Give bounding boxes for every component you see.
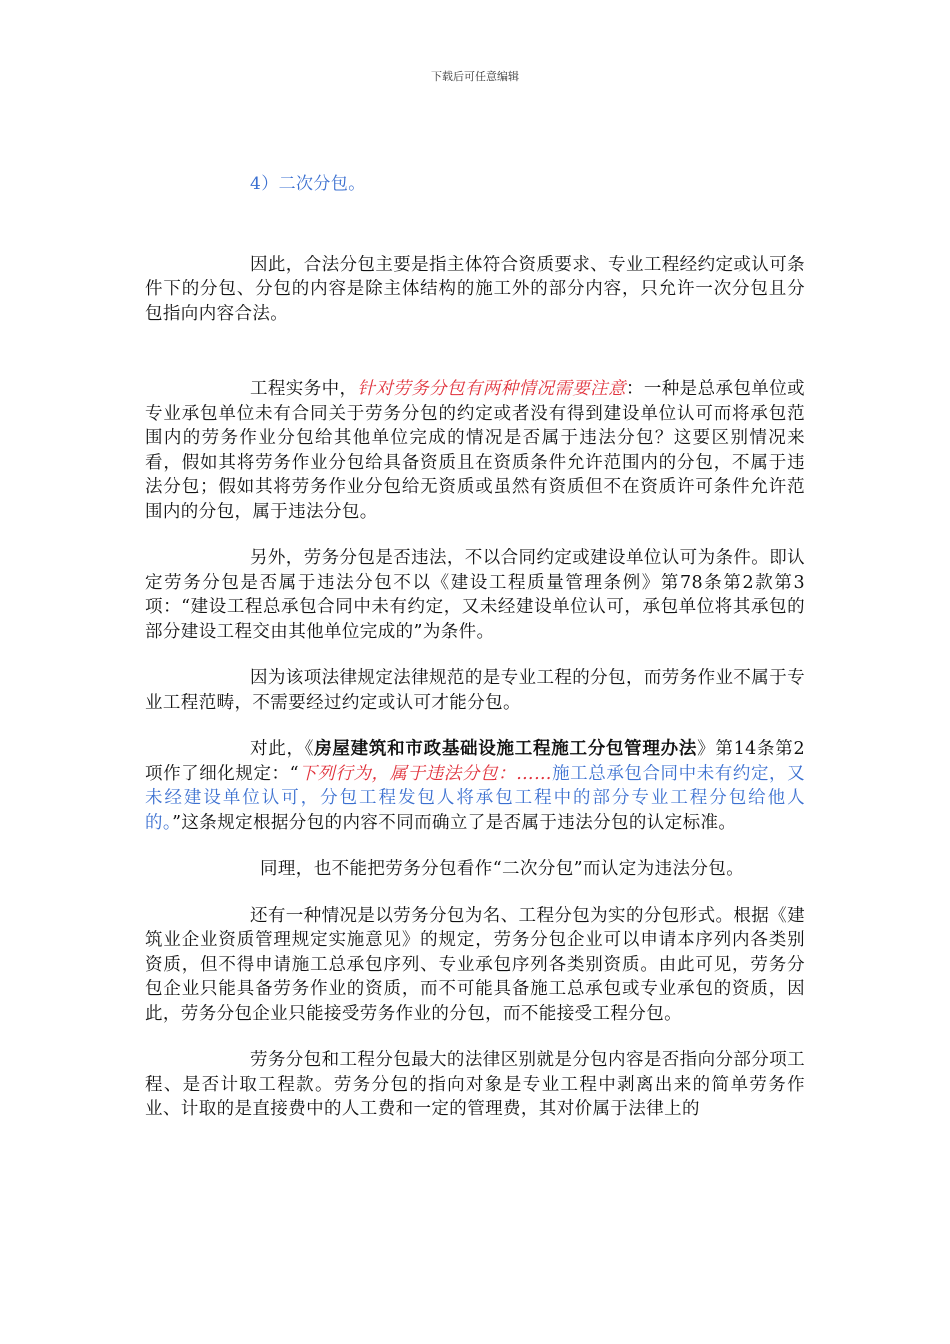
paragraph-because: 因为该项法律规定法律规范的是专业工程的分包，而劳务作业不属于专业工程范畴，不需要经过约定或认可才能分包。: [145, 668, 805, 713]
paragraph-additionally: 另外，劳务分包是否违法，不以合同约定或建设单位认可为条件。即认定劳务分包是否属于违法分包不以《建设工程质量管理条例》第78条第2款第3项：“建设工程总承包合同中未有约定，又未经建设单位认可，承包单位将其承包的部分建设工程交由其他单位完成的”为条件。: [145, 548, 805, 642]
paragraph-legal-subcontract: 因此，合法分包主要是指主体符合资质要求、专业工程经约定或认可条件下的分包、分包的内容是除主体结构的施工外的部分内容，只允许一次分包且分包指向内容合法。: [145, 254, 805, 324]
para2-rest: ：一种是总承包单位或专业承包单位未有合同关于劳务分包的约定或者没有得到建设单位认可而将承包范围内的劳务作业分包给其他单位完成的情况是否属于违法分包？这要区别情况来看，假如其将劳务作业分包给具备资质且在资质条件允许范围内的分包，不属于违法分包；假如其将劳务作业分包给无资质或虽然有资质但不在资质许可条件允许范围内的分包，属于违法分包。: [145, 379, 805, 522]
paragraph-practice: [145, 377, 805, 524]
para5-lead: 对此，《: [250, 739, 315, 759]
para5-regulation-title: 房屋建筑和市政基础设施工程施工分包管理办法: [314, 739, 698, 759]
section-heading: 4）二次分包。: [250, 174, 366, 194]
document-body: [145, 172, 805, 1122]
para5-blue-quote: 施工总承包合同中未有约定，又未经建设单位认可，分包工程发包人将承包工程中的部分专业工程分包给他人的。: [145, 763, 805, 833]
paragraph-legal-difference: 劳务分包和工程分包最大的法律区别就是分包内容是否指向分部分项工程、是否计取工程款。劳务分包的指向对象是专业工程中剥离出来的简单劳务作业、计取的是直接费中的人工费和一定的管理费，其对价属于法律上的: [145, 1050, 805, 1119]
para2-lead: 工程实务中，: [250, 379, 358, 399]
paragraph-likewise: 同理，也不能把劳务分包看作“二次分包”而认定为违法分包。: [260, 859, 745, 879]
para5-tail: ”这条规定根据分包的内容不同而确立了是否属于违法分包的认定标准。: [172, 812, 737, 833]
para2-highlight: 针对劳务分包有两种情况需要注意: [357, 379, 626, 399]
paragraph-regulation: [145, 737, 805, 835]
page-header: 下载后可任意编辑: [431, 70, 519, 83]
para5-red-quote: 下列行为，属于违法分包：……: [298, 763, 552, 784]
para5-mid: 》第14条第2项作了细化规定：“: [145, 739, 805, 784]
paragraph-another-case: 还有一种情况是以劳务分包为名、工程分包为实的分包形式。根据《建筑业企业资质管理规定实施意见》的规定，劳务分包企业可以申请本序列内各类别资质，但不得申请施工总承包序列、专业承包序列各类别资质。由此可见，劳务分包企业只能具备劳务作业的资质，而不可能具备施工总承包或专业承包的资质，因此，劳务分包企业只能接受劳务作业的分包，而不能接受工程分包。: [145, 905, 805, 1024]
